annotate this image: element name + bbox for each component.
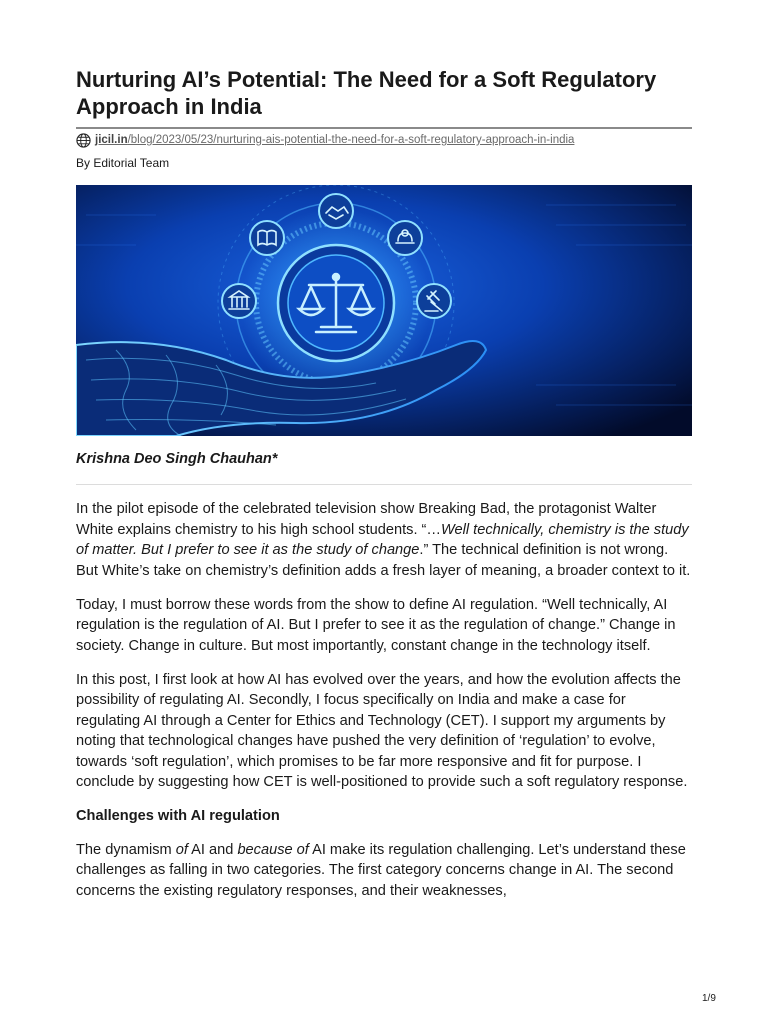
page-number: 1/9 <box>702 993 716 1004</box>
source-domain: jicil.in <box>95 134 128 146</box>
source-link[interactable] <box>95 134 574 146</box>
globe-icon <box>76 133 91 148</box>
section-heading: Challenges with AI regulation <box>76 808 280 824</box>
byline: By Editorial Team <box>76 156 170 170</box>
source-line <box>76 132 574 148</box>
article-body <box>76 499 692 915</box>
source-path: /blog/2023/05/23/nurturing-ais-potential-the-need-for-a-soft-regulatory-approach-in-india <box>127 134 575 146</box>
title-rule <box>76 127 692 129</box>
paragraph: The dynamism of AI and because of AI make its regulation challenging. Let’s understand these challenges as falling in two categories. The first category concerns change in AI. The second concerns the existing regulatory responses, and their weaknesses, <box>76 841 686 899</box>
paragraph: In the pilot episode of the celebrated television show Breaking Bad, the protagonist Walter White explains chemistry to his high school students. “…Well technically, chemistry is the study of matter. But I prefer to see it as the study of change.” The technical definition is not wrong. But White’s take on chemistry’s definition adds a fresh layer of meaning, a broader context to it. <box>76 501 691 579</box>
author-divider <box>76 484 692 485</box>
paragraph: Today, I must borrow these words from the show to define AI regulation. “Well technically, AI regulation is the regulation of AI. But I prefer to see it as the regulation of change.” Change in society. Change in culture. But most importantly, constant change in the technology itself. <box>76 596 676 654</box>
article-title: Nurturing AI’s Potential: The Need for a Soft Regulatory Approach in India <box>76 67 657 119</box>
hero-image <box>76 185 692 436</box>
paragraph: In this post, I first look at how AI has evolved over the years, and how the evolution affects the possibility of regulating AI. Secondly, I focus specifically on India and make a case for regulating AI through a Center for Ethics and Technology (CET). I support my arguments by noting that technological changes have pushed the very definition of ‘regulation’ to evolve, towards ‘soft regulation’, which promises to be far more responsive and fit for purpose. I conclude by suggesting how CET is well-positioned to provide such a soft regulatory response. <box>76 671 688 790</box>
article-author: Krishna Deo Singh Chauhan* <box>76 451 278 467</box>
